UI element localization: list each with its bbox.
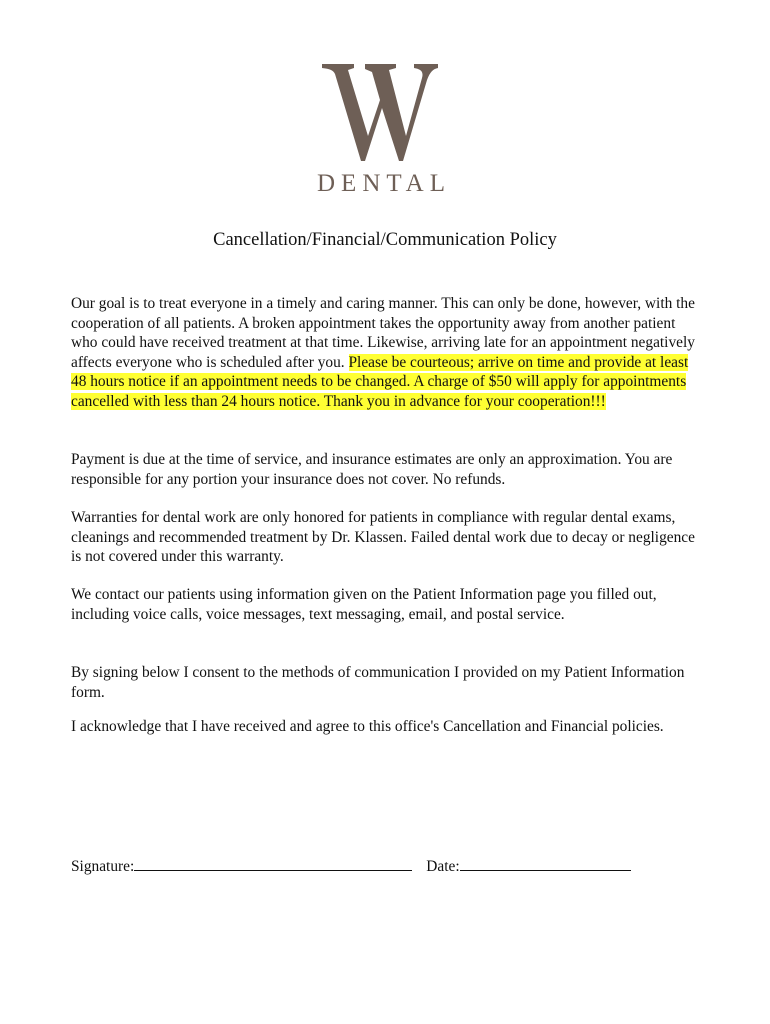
contact-paragraph: We contact our patients using information given on the Patient Information page you filled out, including voice calls, voice messages, text messaging, email, and postal service. — [71, 586, 657, 623]
page-title: Cancellation/Financial/Communication Policy — [213, 230, 557, 250]
acknowledge-paragraph: I acknowledge that I have received and agree to this office's Cancellation and Financial policies. — [71, 718, 664, 735]
date-field[interactable] — [460, 855, 631, 871]
dental-logo — [306, 58, 456, 198]
highlighted-policy-text: Please be courteous; arrive on time and provide at least 48 hours notice if an appointment needs to be changed. A charge of $50 will apply for appointments cancelled with less than 24 hours notice. Thank you in advance for your cooperation!!! — [71, 353, 689, 410]
signature-field[interactable] — [134, 855, 412, 871]
warranty-paragraph: Warranties for dental work are only honored for patients in compliance with regular dental exams, cleanings and recommended treatment by Dr. Klassen. Failed dental work due to decay or negligence is not covered under this warranty. — [71, 509, 695, 565]
payment-paragraph: Payment is due at the time of service, and insurance estimates are only an approximation. You are responsible for any portion your insurance does not cover. No refunds. — [71, 451, 673, 488]
w-logo-mark — [320, 58, 440, 164]
logo-text: DENTAL — [317, 170, 451, 197]
signature-row — [71, 855, 631, 876]
goal-paragraph — [71, 294, 701, 411]
consent-paragraph: By signing below I consent to the methods of communication I provided on my Patient Information form. — [71, 664, 685, 701]
date-label: Date: — [426, 858, 460, 875]
goal-text: Our goal is to treat everyone in a timely and caring manner. This can only be done, however, with the cooperation of all patients. A broken appointment takes the opportunity away from another patient who could have received treatment at that time. Likewise, arriving late for an appointment negatively affects everyone who is scheduled after you. — [71, 295, 695, 371]
signature-label: Signature: — [71, 858, 135, 875]
